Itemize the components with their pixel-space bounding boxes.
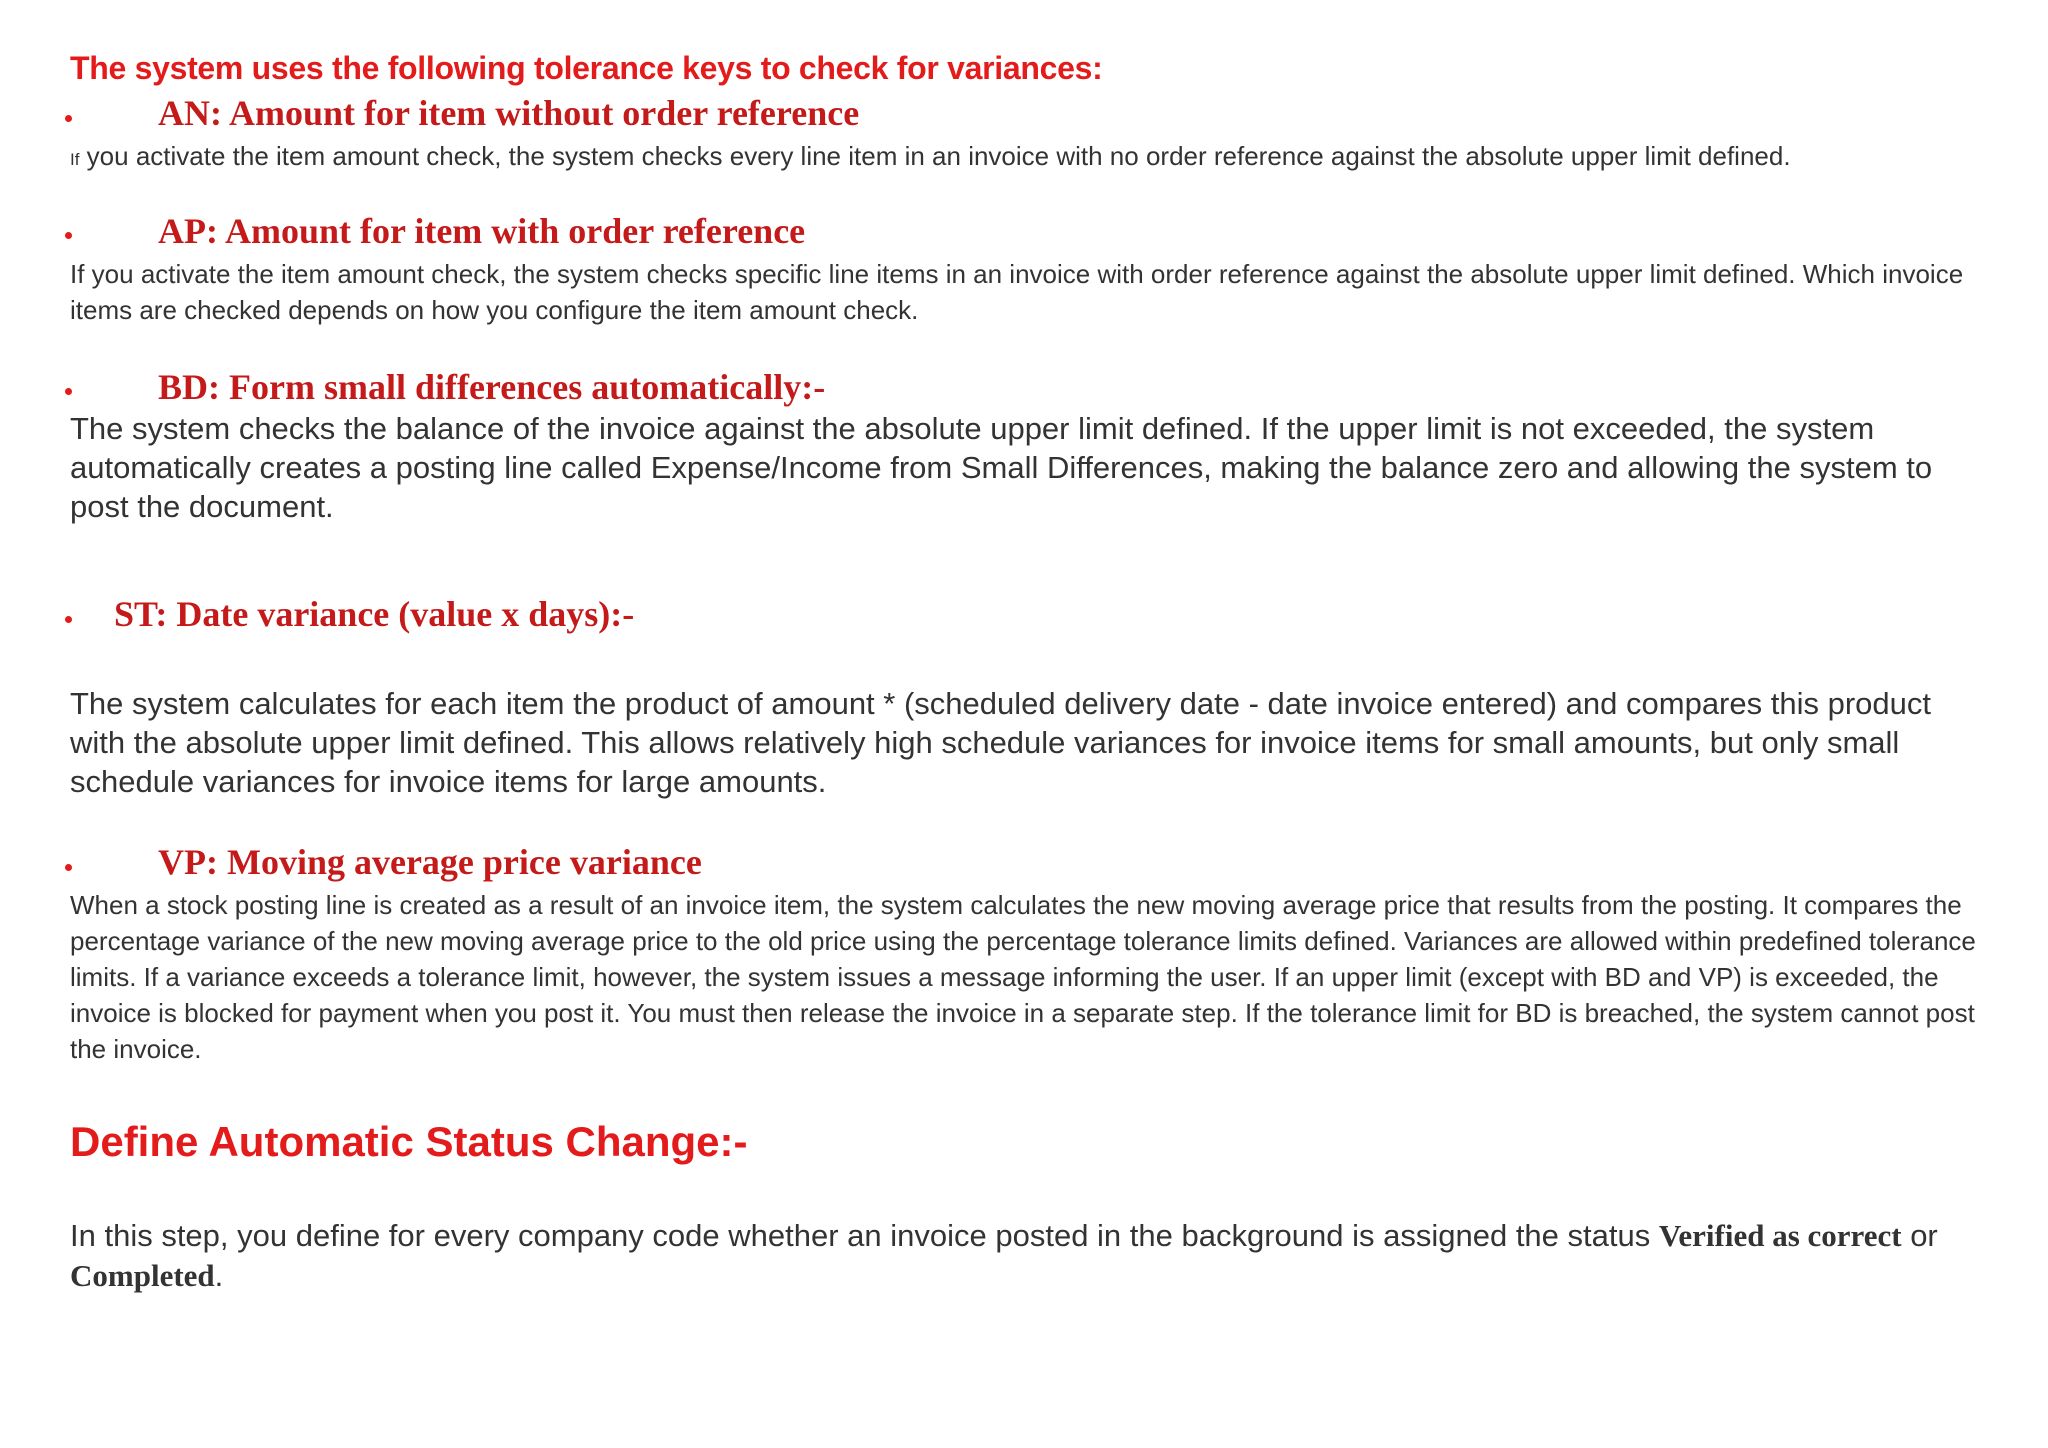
status-verified-as-correct: Verified as correct (1658, 1218, 1902, 1253)
tolerance-key-description-st: The system calculates for each item the product of amount * (scheduled delivery date - date invoice entered) and compares this product with the absolute upper limit defined. This allows relatively high schedule variances for invoice items for small amounts, but only small schedule variances for invoice items for large amounts. (70, 686, 1931, 799)
bullet-icon (65, 388, 72, 395)
tolerance-key-heading-an: AN: Amount for item without order reference (158, 93, 860, 133)
tolerance-key-heading-ap: AP: Amount for item with order reference (158, 211, 806, 251)
tolerance-key-heading-st: ST: Date variance (value x days):- (114, 594, 635, 634)
bullet-icon (65, 616, 72, 623)
section-description (70, 1216, 1970, 1296)
description-body: you activate the item amount check, the system checks every line item in an invoice with no order reference against the absolute upper limit defined. (79, 141, 1791, 171)
description-prefix: If (70, 150, 80, 169)
tolerance-key-description-vp: When a stock posting line is created as a result of an invoice item, the system calculates the new moving average price that results from the posting. It compares the percentage variance of the new moving average price to the old price using the percentage tolerance limits defined. Variances are allowed within predefined tolerance limits. If a variance exceeds a tolerance limit, however, the system issues a message informing the user. If an upper limit (except with BD and VP) is exceeded, the invoice is blocked for payment when you post it. You must then release the invoice in a separate step. If the tolerance limit for BD is breached, the system cannot post the invoice. (70, 890, 1976, 1064)
section-title: Define Automatic Status Change:- (70, 1118, 748, 1165)
bullet-icon (65, 115, 72, 122)
tolerance-key-heading-vp: VP: Moving average price variance (158, 842, 702, 882)
section-text-before: In this step, you define for every company code whether an invoice posted in the background is assigned the status (70, 1218, 1659, 1253)
bullet-icon (65, 232, 72, 239)
tolerance-key-description-ap: If you activate the item amount check, the system checks specific line items in an invoice with order reference against the absolute upper limit defined. Which invoice items are checked depends on how you configure the item amount check. (70, 259, 1964, 325)
intro-heading: The system uses the following tolerance keys to check for variances: (70, 50, 1103, 86)
section-text-middle: or (1901, 1218, 1938, 1253)
section-text-after: . (214, 1258, 224, 1293)
status-completed: Completed (70, 1258, 215, 1293)
tolerance-key-description-bd: The system checks the balance of the invoice against the absolute upper limit defined. If the upper limit is not exceeded, the system automatically creates a posting line called Expense/Income from Small Differences, making the balance zero and allowing the system to post the document. (70, 411, 1933, 524)
tolerance-key-description-an (70, 138, 1970, 178)
tolerance-key-heading-bd: BD: Form small differences automatically:- (158, 367, 826, 407)
bullet-icon (65, 864, 72, 871)
